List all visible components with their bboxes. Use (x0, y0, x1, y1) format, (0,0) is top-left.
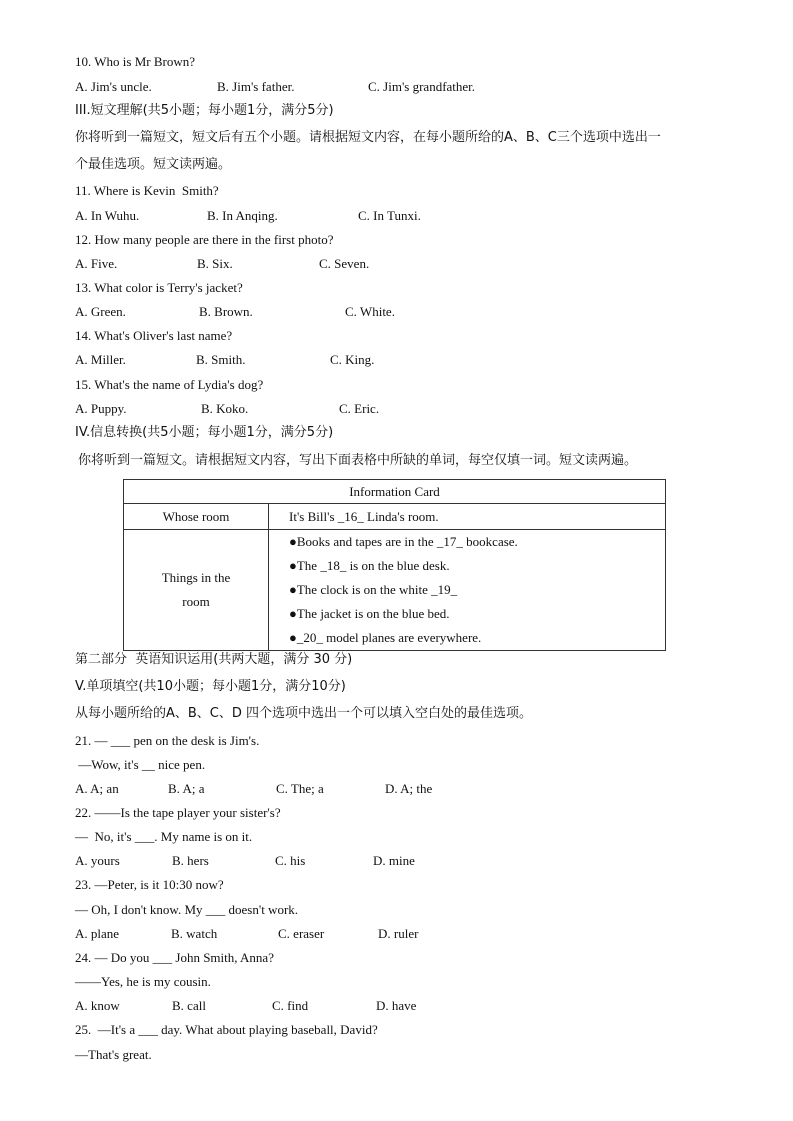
q23-option-d: D. ruler (378, 926, 419, 941)
q21-option-b: B. A; a (168, 781, 205, 796)
q24-option-d: D. have (376, 998, 417, 1013)
question-21-line-1: 21. — ___ pen on the desk is Jim's. (75, 733, 260, 748)
whose-room-value: It's Bill's _16_ Linda's room. (269, 504, 666, 530)
question-23-line-1: 23. —Peter, is it 10:30 now? (75, 877, 224, 892)
q10-option-b: B. Jim's father. (217, 79, 295, 94)
q11-option-b: B. In Anqing. (207, 208, 278, 223)
q14-option-c: C. King. (330, 352, 375, 367)
q13-option-a: A. Green. (75, 304, 126, 319)
q23-option-b: B. watch (171, 926, 218, 941)
question-15: 15. What's the name of Lydia's dog? (75, 377, 264, 392)
section-3-title: III.短文理解(共5小题；每小题1分，满分5分) (75, 103, 334, 118)
list-item: ●The _18_ is on the blue desk. (289, 558, 450, 573)
whose-room-label: Whose room (124, 504, 269, 530)
list-item: ●The clock is on the white _19_ (289, 582, 458, 597)
q22-option-b: B. hers (172, 853, 209, 868)
q15-option-a: A. Puppy. (75, 401, 127, 416)
q21-option-d: D. A; the (385, 781, 433, 796)
things-in-room-label-line-1: Things in the (161, 570, 231, 585)
list-item: ●Books and tapes are in the _17_ bookcase. (289, 534, 518, 549)
list-item: ●The jacket is on the blue bed. (289, 606, 450, 621)
section-3-instruction-1: 你将听到一篇短文，短文后有五个小题。请根据短文内容，在每小题所给的A、B、C三个选项中选出一 (75, 130, 661, 145)
section-4-instruction: 你将听到一篇短文。请根据短文内容，写出下面表格中所缺的单词，每空仅填一词。短文读两遍。 (78, 453, 638, 468)
section-4-title: IV.信息转换(共5小题；每小题1分，满分5分) (75, 425, 334, 440)
q10-option-a: A. Jim's uncle. (75, 79, 152, 94)
question-22-line-2: — No, it's ___. My name is on it. (75, 829, 253, 844)
things-in-room-list (269, 530, 666, 651)
q13-option-c: C. White. (345, 304, 395, 319)
q11-option-a: A. In Wuhu. (75, 208, 140, 223)
things-in-room-label-line-2: room (182, 594, 210, 609)
question-22-line-1: 22. ——Is the tape player your sister's? (75, 805, 281, 820)
q12-option-a: A. Five. (75, 256, 118, 271)
q22-option-a: A. yours (75, 853, 120, 868)
q21-option-c: C. The; a (276, 781, 324, 796)
question-13: 13. What color is Terry's jacket? (75, 280, 243, 295)
question-21-line-2: —Wow, it's __ nice pen. (75, 757, 206, 772)
question-24-line-1: 24. — Do you ___ John Smith, Anna? (75, 950, 274, 965)
q14-option-a: A. Miller. (75, 352, 126, 367)
question-23-line-2: — Oh, I don't know. My ___ doesn't work. (75, 902, 299, 917)
q24-option-b: B. call (172, 998, 206, 1013)
q23-option-c: C. eraser (278, 926, 325, 941)
list-item: ●_20_ model planes are everywhere. (289, 630, 482, 645)
q15-option-c: C. Eric. (339, 401, 380, 416)
q22-option-c: C. his (275, 853, 306, 868)
question-11: 11. Where is Kevin Smith? (75, 183, 219, 198)
q10-option-c: C. Jim's grandfather. (368, 79, 476, 94)
q11-option-c: C. In Tunxi. (358, 208, 421, 223)
section-5-instruction: 从每小题所给的A、B、C、D 四个选项中选出一个可以填入空白处的最佳选项。 (75, 706, 533, 721)
q21-option-a: A. A; an (75, 781, 119, 796)
q12-option-b: B. Six. (197, 256, 233, 271)
q22-option-d: D. mine (373, 853, 415, 868)
question-24-line-2: ——Yes, he is my cousin. (75, 974, 211, 989)
q14-option-b: B. Smith. (196, 352, 246, 367)
information-card-title: Information Card (124, 480, 666, 504)
part-2-title: 第二部分 英语知识运用(共两大题，满分 30 分) (75, 652, 353, 667)
q23-option-a: A. plane (75, 926, 120, 941)
q15-option-b: B. Koko. (201, 401, 249, 416)
things-in-room-label (124, 530, 269, 651)
question-10: 10. Who is Mr Brown? (75, 54, 196, 69)
question-25-line-1: 25. —It's a ___ day. What about playing baseball, David? (75, 1022, 378, 1037)
information-card-table (123, 479, 666, 651)
q13-option-b: B. Brown. (199, 304, 253, 319)
q12-option-c: C. Seven. (319, 256, 370, 271)
q24-option-a: A. know (75, 998, 120, 1013)
question-12: 12. How many people are there in the first photo? (75, 232, 334, 247)
question-25-line-2: —That's great. (75, 1047, 152, 1062)
section-3-instruction-2: 个最佳选项。短文读两遍。 (75, 157, 232, 172)
q24-option-c: C. find (272, 998, 309, 1013)
section-5-title: V.单项填空(共10小题；每小题1分，满分10分) (75, 679, 346, 694)
question-14: 14. What's Oliver's last name? (75, 328, 233, 343)
